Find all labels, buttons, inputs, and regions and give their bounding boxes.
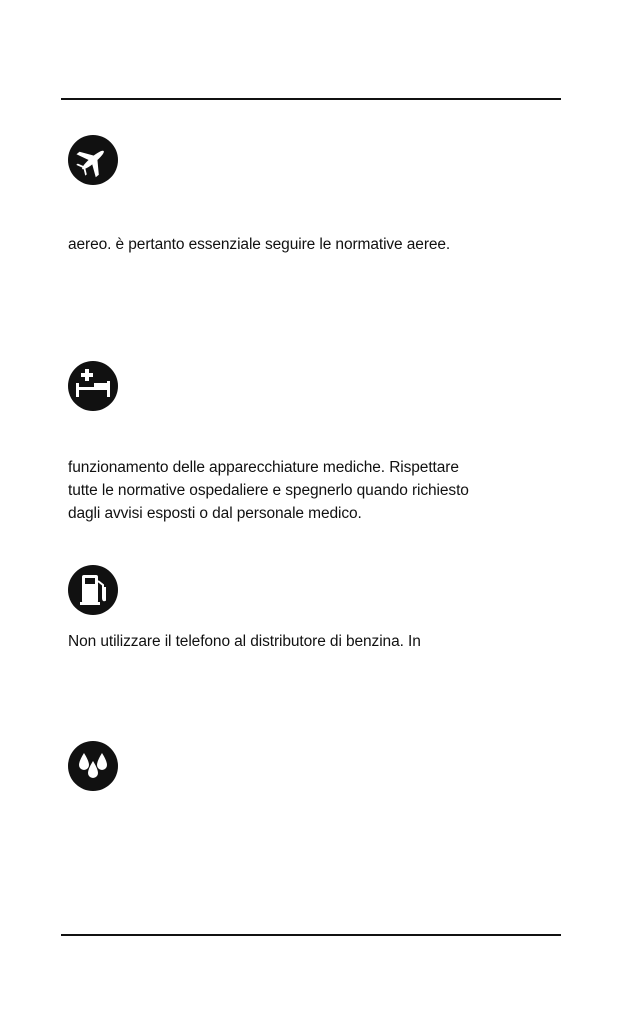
- hospital-bed-icon: [68, 361, 118, 411]
- airplane-icon: [68, 135, 118, 185]
- fuel-pump-icon: [68, 565, 118, 615]
- paragraph-line: aereo. è pertanto essenziale seguire le normative aeree.: [68, 236, 451, 253]
- paragraph-line: funzionamento delle apparecchiature mediche. Rispettare: [68, 459, 459, 476]
- paragraph-line: tutte le normative ospedaliere e spegnerlo quando richiesto: [68, 482, 469, 499]
- water-drops-icon: [68, 741, 118, 791]
- fuel-pump-paragraph: [68, 630, 568, 653]
- hospital-paragraph: [68, 456, 568, 525]
- paragraph-line: dagli avvisi esposti o dal personale medico.: [68, 505, 362, 522]
- paragraph-line: Non utilizzare il telefono al distributore di benzina. In: [68, 633, 421, 650]
- top-divider: [61, 98, 561, 100]
- airplane-paragraph: [68, 233, 568, 256]
- bottom-divider: [61, 934, 561, 936]
